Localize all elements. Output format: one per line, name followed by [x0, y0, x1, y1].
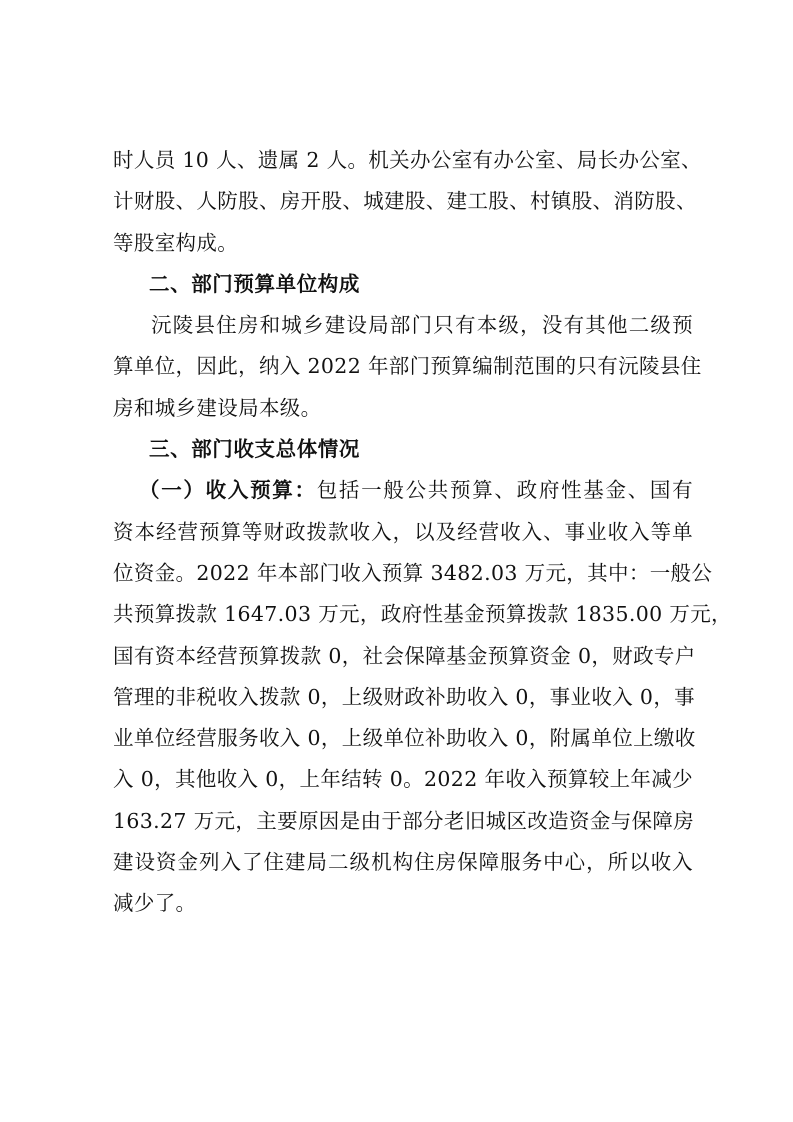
income-budget-lead: （一）收入预算：	[139, 478, 317, 503]
text-line: 沅陵县住房和城乡建设局部门只有本级，没有其他二级预	[151, 313, 693, 338]
staff-paragraph	[113, 140, 702, 264]
text-line: 时人员 10 人、遗属 2 人。机关办公室有办公室、局长办公室、	[113, 148, 702, 172]
text-line: 减少了。	[113, 891, 197, 916]
income-budget-paragraph	[113, 470, 732, 924]
section-heading-unit-composition: 二、部门预算单位构成	[149, 271, 360, 296]
text-line: 建设资金列入了住建局二级机构住房保障服务中心，所以收入	[113, 850, 693, 875]
text-line: 国有资本经营预算拨款 0，社会保障基金预算资金 0，财政专户	[113, 643, 696, 668]
section-heading-overall-revenue-expenditure: 三、部门收支总体情况	[149, 437, 360, 462]
document-body	[113, 140, 732, 925]
text-line: 位资金。2022 年本部门收入预算 3482.03 万元，其中：一般公	[113, 560, 713, 585]
text-line: 业单位经营服务收入 0，上级单位补助收入 0，附属单位上缴收	[113, 726, 696, 751]
units-paragraph	[113, 305, 702, 429]
text-line: 算单位，因此，纳入 2022 年部门预算编制范围的只有沅陵县住	[113, 354, 702, 379]
text-line: 管理的非税收入拨款 0，上级财政补助收入 0，事业收入 0，事	[113, 684, 696, 709]
text-line: 等股室构成。	[113, 230, 239, 255]
text-line	[113, 470, 693, 511]
text-line: 计财股、人防股、房开股、城建股、建工股、村镇股、消防股、	[113, 189, 697, 214]
text-line: 入 0，其他收入 0，上年结转 0。2022 年收入预算较上年减少	[113, 767, 693, 792]
text-line: 共预算拨款 1647.03 万元，政府性基金预算拨款 1835.00 万元，	[113, 602, 732, 627]
income-budget-first-line: 包括一般公共预算、政府性基金、国有	[316, 478, 693, 503]
text-line: 163.27 万元，主要原因是由于部分老旧城区改造资金与保障房	[113, 808, 695, 833]
text-line: 房和城乡建设局本级。	[113, 395, 322, 420]
text-line: 资本经营预算等财政拨款收入，以及经营收入、事业收入等单	[113, 519, 693, 544]
